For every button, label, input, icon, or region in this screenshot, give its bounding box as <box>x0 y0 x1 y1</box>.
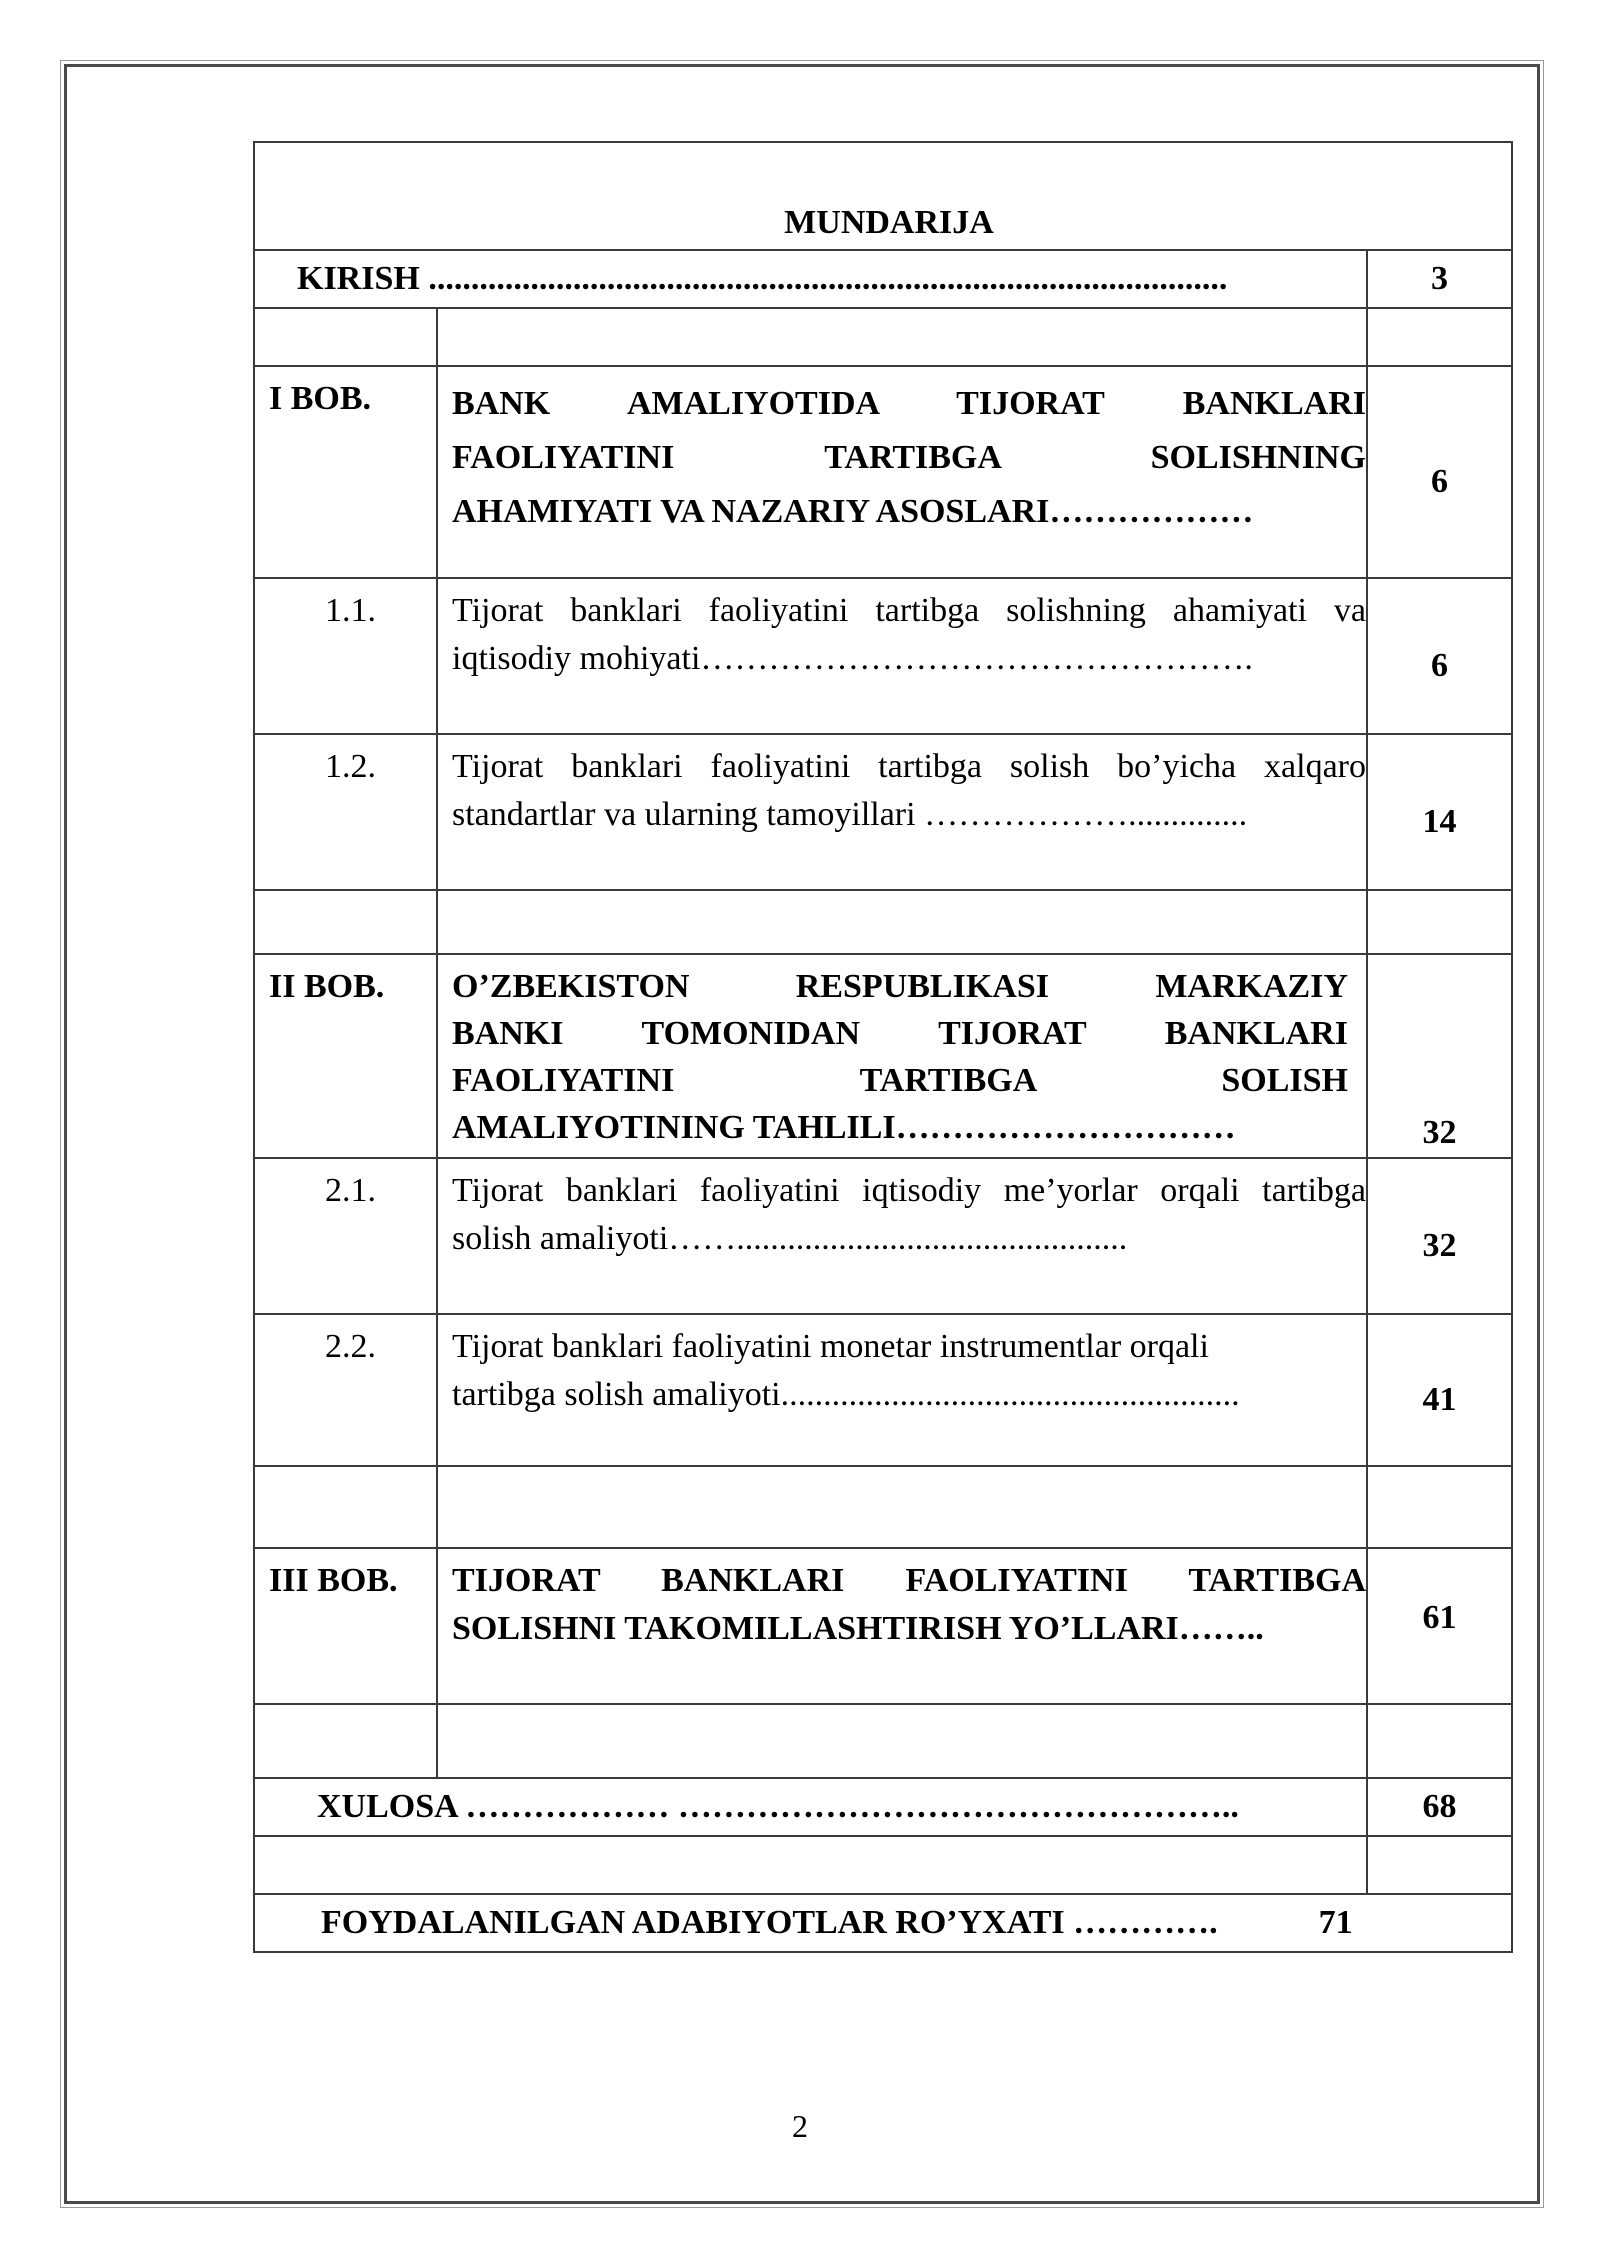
chapter-2-page: 32 <box>1367 954 1512 1158</box>
xulosa-page: 68 <box>1367 1778 1512 1836</box>
toc-spacer-row <box>254 1836 1512 1894</box>
chapter-3-title-line-2: SOLISHNI TAKOMILLASHTIRISH YO’LLARI…….. <box>452 1610 1264 1647</box>
toc-row-section-1-1 <box>254 578 1512 734</box>
toc-title-cell <box>254 142 1512 250</box>
section-2-2-title[interactable] <box>437 1314 1367 1466</box>
toc-title: MUNDARIJA <box>784 204 994 241</box>
chapter-1-title-line-1: BANK AMALIYOTIDA TIJORAT BANKLARI <box>452 385 1366 422</box>
empty-cell <box>437 1466 1367 1548</box>
empty-cell <box>437 308 1367 366</box>
toc-row-chapter-2 <box>254 954 1512 1158</box>
toc-row-section-1-2 <box>254 734 1512 890</box>
adabiyotlar-label: FOYDALANILGAN ADABIYOTLAR RO’YXATI …………. <box>321 1904 1218 1941</box>
chapter-1-title[interactable] <box>437 366 1367 578</box>
toc-spacer-row <box>254 1466 1512 1548</box>
chapter-2-title-line-4: AMALIYOTINING TAHLILI………………………… <box>452 1109 1236 1146</box>
toc-title-row <box>254 142 1512 250</box>
toc-spacer-row <box>254 308 1512 366</box>
chapter-1-title-line-2: FAOLIYATINI TARTIBGA SOLISHNING <box>452 439 1366 476</box>
section-2-2-label: 2.2. <box>254 1314 437 1466</box>
section-1-1-title-line-1: Tijorat banklari faoliyatini tartibga solishning ahamiyati va <box>452 592 1366 629</box>
empty-cell <box>254 890 437 954</box>
chapter-2-title-line-2: BANKI TOMONIDAN TIJORAT BANKLARI <box>452 1015 1348 1052</box>
toc-row-adabiyotlar <box>254 1894 1512 1952</box>
chapter-3-title-line-1: TIJORAT BANKLARI FAOLIYATINI TARTIBGA <box>452 1562 1366 1599</box>
section-1-2-page: 14 <box>1367 734 1512 890</box>
adabiyotlar-page: 71 <box>1318 1904 1353 1941</box>
section-1-1-title[interactable] <box>437 578 1367 734</box>
empty-cell <box>1367 1836 1512 1894</box>
chapter-2-title-line-1: O’ZBEKISTON RESPUBLIKASI MARKAZIY <box>452 968 1348 1005</box>
toc-row-xulosa <box>254 1778 1512 1836</box>
xulosa-label[interactable]: XULOSA ……………… ………………………………………….. <box>254 1778 1367 1836</box>
toc-row-kirish <box>254 250 1512 308</box>
empty-cell <box>1367 890 1512 954</box>
empty-cell <box>1367 1466 1512 1548</box>
section-2-1-title-line-1: Tijorat banklari faoliyatini iqtisodiy me’yorlar orqali tartibga <box>452 1172 1366 1209</box>
section-1-2-title[interactable] <box>437 734 1367 890</box>
table-of-contents <box>253 141 1513 1953</box>
section-2-1-label: 2.1. <box>254 1158 437 1314</box>
section-1-1-page: 6 <box>1367 578 1512 734</box>
section-2-1-title-line-2: solish amaliyoti…….............................................. <box>452 1220 1128 1257</box>
section-2-2-title-line-1: Tijorat banklari faoliyatini monetar instrumentlar orqali <box>452 1328 1209 1365</box>
chapter-2-label: II BOB. <box>254 954 437 1158</box>
toc-row-chapter-3 <box>254 1548 1512 1704</box>
kirish-page: 3 <box>1367 250 1512 308</box>
section-2-1-title[interactable] <box>437 1158 1367 1314</box>
toc-spacer-row <box>254 1704 1512 1778</box>
empty-cell <box>254 308 437 366</box>
page-number: 2 <box>792 2108 808 2144</box>
chapter-3-label: III BOB. <box>254 1548 437 1704</box>
chapter-3-title[interactable] <box>437 1548 1367 1704</box>
chapter-2-title-line-3: FAOLIYATINI TARTIBGA SOLISH <box>452 1062 1348 1099</box>
section-2-2-page: 41 <box>1367 1314 1512 1466</box>
section-1-2-title-line-2: standartlar va ularning tamoyillari ……………….............. <box>452 796 1248 833</box>
empty-cell <box>437 890 1367 954</box>
kirish-label[interactable]: KIRISH .............................................................................................. <box>254 250 1367 308</box>
section-2-1-page: 32 <box>1367 1158 1512 1314</box>
empty-cell <box>1367 308 1512 366</box>
adabiyotlar-cell[interactable] <box>254 1894 1512 1952</box>
chapter-1-label: I BOB. <box>254 366 437 578</box>
chapter-3-page: 61 <box>1367 1548 1512 1704</box>
empty-cell <box>254 1704 437 1778</box>
section-2-2-title-line-2: tartibga solish amaliyoti...................................................... <box>452 1376 1240 1413</box>
chapter-1-title-line-3: AHAMIYATI VA NAZARIY ASOSLARI……………… <box>452 493 1254 530</box>
toc-row-section-2-2 <box>254 1314 1512 1466</box>
section-1-2-label: 1.2. <box>254 734 437 890</box>
section-1-1-title-line-2: iqtisodiy mohiyati…………………………………………. <box>452 640 1253 677</box>
chapter-2-title[interactable] <box>437 954 1367 1158</box>
toc-row-chapter-1 <box>254 366 1512 578</box>
section-1-2-title-line-1: Tijorat banklari faoliyatini tartibga solish bo’yicha xalqaro <box>452 748 1366 785</box>
toc-row-section-2-1 <box>254 1158 1512 1314</box>
empty-cell <box>1367 1704 1512 1778</box>
chapter-1-page: 6 <box>1367 366 1512 578</box>
toc-spacer-row <box>254 890 1512 954</box>
empty-cell <box>437 1704 1367 1778</box>
empty-cell <box>254 1836 1367 1894</box>
section-1-1-label: 1.1. <box>254 578 437 734</box>
empty-cell <box>254 1466 437 1548</box>
